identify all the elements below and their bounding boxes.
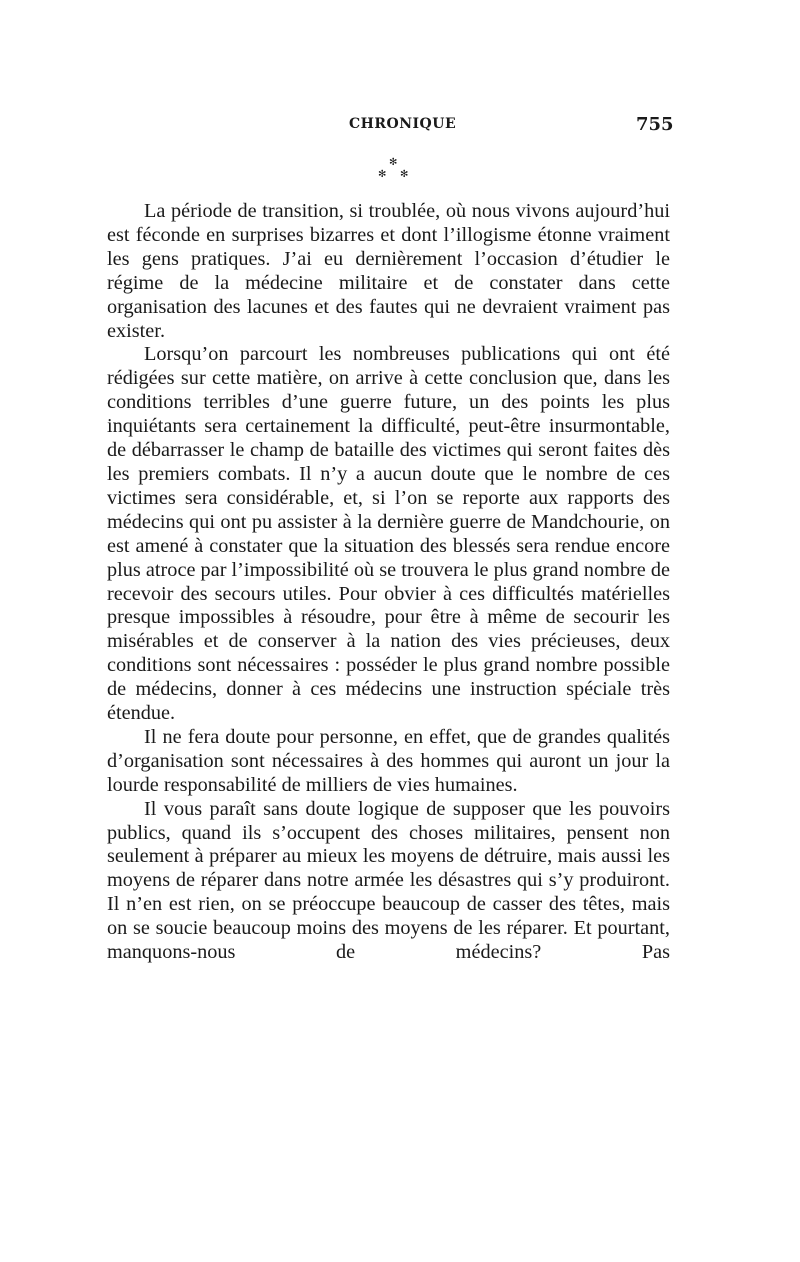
paragraph: Il vous paraît sans doute logique de supposer que les pouvoirs publics, quand ils s’occupent des choses militaires, pensent non seulement à préparer au mieux les moyens de détruire, mais aussi les moyens de réparer dans notre armée les désastres qui s’y produiront. Il n’en est rien, on se préoccupe beaucoup de casser des têtes, mais on se soucie beaucoup moins des moyens de les réparer. Et pourtant, manquons-nous de médecins? Pas	[107, 797, 670, 964]
paragraph: Il ne fera doute pour personne, en effet, que de grandes qualités d’organisation sont nécessaires à des hommes qui auront un jour la lourde responsabilité de milliers de vies humaines.	[107, 725, 670, 796]
asterisk-mark: ✻	[400, 169, 409, 180]
page-header	[0, 116, 800, 140]
asterism-ornament	[375, 158, 411, 188]
paragraph: Lorsqu’on parcourt les nombreuses publications qui ont été rédigées sur cette matière, on arrive à cette conclusion que, dans les conditions terribles d’une guerre future, un des points les plus inquiétants sera certainement la difficulté, peut-être insurmontable, de débarrasser le champ de bataille des victimes qui seront faites dès les premiers combats. Il n’y a aucun doute que le nombre de ces victimes sera considérable, et, si l’on se reporte aux rapports des médecins qui ont pu assister à la dernière guerre de Mandchourie, on est amené à constater que la situation des blessés sera rendue encore plus atroce par l’impossibilité où se trouvera le plus grand nombre de recevoir des secours utiles. Pour obvier à ces difficultés matérielles presque impossibles à résoudre, pour être à même de secourir les misérables et de conserver à la nation des vies précieuses, deux conditions sont nécessaires : posséder le plus grand nombre possible de médecins, donner à ces médecins une instruction spéciale très étendue.	[107, 343, 670, 725]
running-title: CHRONIQUE	[349, 116, 457, 132]
asterisk-mark: ✻	[389, 157, 398, 168]
body-text	[107, 200, 670, 965]
asterisk-mark: ✻	[378, 169, 387, 180]
page-number: 755	[636, 114, 674, 135]
paragraph: La période de transition, si troublée, où nous vivons aujourd’hui est féconde en surprises bizarres et dont l’illogisme étonne vraiment les gens pratiques. J’ai eu dernièrement l’occasion d’étudier le régime de la médecine militaire et de constater dans cette organisation des lacunes et des fautes qui ne devraient vraiment pas exister.	[107, 200, 670, 342]
